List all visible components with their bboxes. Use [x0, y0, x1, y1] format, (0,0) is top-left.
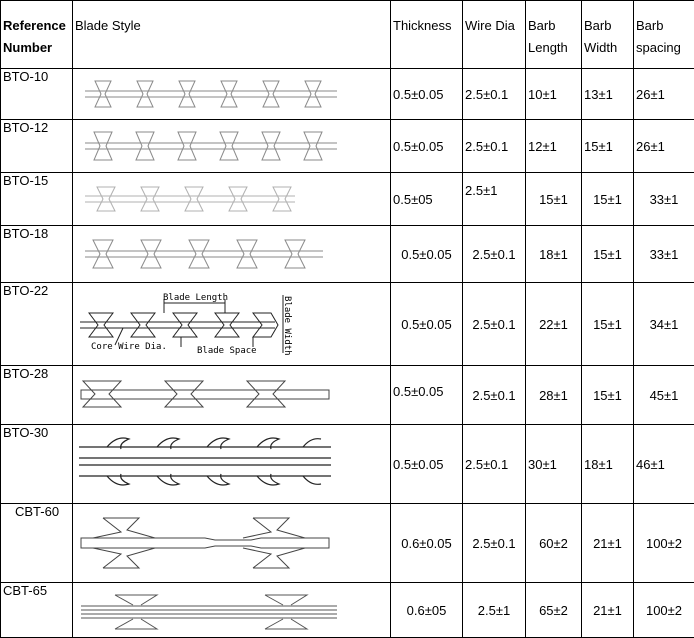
barb-width-value: 13±1	[582, 69, 634, 120]
reference-number: BTO-12	[1, 120, 73, 173]
barb-length-value: 12±1	[526, 120, 582, 173]
header-thickness: Thickness	[391, 1, 463, 69]
reference-number: BTO-28	[1, 366, 73, 425]
reference-number: BTO-30	[1, 425, 73, 504]
blade-style-cbt-60-drawing	[75, 504, 391, 582]
blade-style-cell	[73, 283, 391, 366]
table-row	[1, 226, 694, 283]
blade-style-bto-30-drawing	[75, 425, 391, 503]
barb-length-value: 28±1	[526, 366, 582, 425]
thickness-value: 0.5±05	[391, 173, 463, 226]
reference-number: BTO-15	[1, 173, 73, 226]
barb-spacing-value: 100±2	[634, 583, 694, 638]
header-wire-dia: Wire Dia	[463, 1, 526, 69]
barb-spacing-value: 45±1	[634, 366, 694, 425]
header-reference-number: Reference Number	[1, 1, 73, 69]
blade-style-cell	[73, 120, 391, 173]
barb-spacing-value: 26±1	[634, 69, 694, 120]
wire-dia-value: 2.5±0.1	[463, 120, 526, 173]
blade-style-bto-28-drawing	[75, 366, 391, 424]
blade-style-cell	[73, 583, 391, 638]
table-row	[1, 583, 694, 638]
blade-style-cbt-65-drawing	[75, 583, 391, 637]
barb-spacing-value: 34±1	[634, 283, 694, 366]
thickness-value: 0.5±0.05	[391, 366, 463, 425]
table-row	[1, 366, 694, 425]
blade-style-cell	[73, 504, 391, 583]
header-blade-style: Blade Style	[73, 1, 391, 69]
barb-width-value: 15±1	[582, 173, 634, 226]
blade-style-cell	[73, 425, 391, 504]
blade-style-cell	[73, 226, 391, 283]
barb-width-value: 15±1	[582, 226, 634, 283]
thickness-value: 0.6±0.05	[391, 504, 463, 583]
barb-width-value: 15±1	[582, 366, 634, 425]
thickness-value: 0.5±0.05	[391, 226, 463, 283]
barb-length-value: 10±1	[526, 69, 582, 120]
blade-style-bto-10-drawing	[75, 69, 391, 119]
thickness-value: 0.6±05	[391, 583, 463, 638]
header-barb-width: Barb Width	[582, 1, 634, 69]
blade-length-label: Blade Length	[163, 293, 228, 303]
barb-width-value: 21±1	[582, 504, 634, 583]
reference-number: BTO-22	[1, 283, 73, 366]
barb-length-value: 30±1	[526, 425, 582, 504]
wire-dia-value: 2.5±0.1	[463, 425, 526, 504]
wire-dia-value: 2.5±0.1	[463, 504, 526, 583]
core-wire-dia-label: Core Wire Dia.	[91, 342, 167, 352]
barb-spacing-value: 33±1	[634, 173, 694, 226]
blade-style-bto-22-drawing	[75, 283, 391, 365]
wire-dia-value: 2.5±0.1	[463, 283, 526, 366]
header-row	[1, 1, 694, 69]
header-barb-length: Barb Length	[526, 1, 582, 69]
thickness-value: 0.5±0.05	[391, 69, 463, 120]
barb-length-value: 65±2	[526, 583, 582, 638]
blade-style-bto-12-drawing	[75, 120, 391, 172]
barb-spacing-value: 100±2	[634, 504, 694, 583]
barb-spacing-value: 26±1	[634, 120, 694, 173]
barb-width-value: 18±1	[582, 425, 634, 504]
blade-style-bto-18-drawing	[75, 226, 391, 282]
barb-spacing-value: 46±1	[634, 425, 694, 504]
blade-width-label: Blade Width	[282, 296, 292, 356]
barb-width-value: 15±1	[582, 283, 634, 366]
table-row	[1, 504, 694, 583]
table-row	[1, 120, 694, 173]
barb-width-value: 15±1	[582, 120, 634, 173]
blade-style-cell	[73, 366, 391, 425]
header-barb-spacing: Barb spacing	[634, 1, 694, 69]
table-row	[1, 173, 694, 226]
wire-dia-value: 2.5±1	[463, 173, 526, 226]
thickness-value: 0.5±0.05	[391, 283, 463, 366]
table-row	[1, 283, 694, 366]
table-row	[1, 69, 694, 120]
blade-style-cell	[73, 173, 391, 226]
barb-length-value: 18±1	[526, 226, 582, 283]
blade-space-label: Blade Space	[197, 346, 257, 356]
barb-length-value: 15±1	[526, 173, 582, 226]
table-row	[1, 425, 694, 504]
reference-number: CBT-65	[1, 583, 73, 638]
barb-spacing-value: 33±1	[634, 226, 694, 283]
blade-style-cell	[73, 69, 391, 120]
barb-width-value: 21±1	[582, 583, 634, 638]
thickness-value: 0.5±0.05	[391, 425, 463, 504]
wire-dia-value: 2.5±0.1	[463, 226, 526, 283]
thickness-value: 0.5±0.05	[391, 120, 463, 173]
barb-length-value: 60±2	[526, 504, 582, 583]
wire-dia-value: 2.5±0.1	[463, 69, 526, 120]
wire-dia-value: 2.5±1	[463, 583, 526, 638]
barb-length-value: 22±1	[526, 283, 582, 366]
reference-number: BTO-10	[1, 69, 73, 120]
reference-number: CBT-60	[1, 504, 73, 583]
blade-style-bto-15-drawing	[75, 173, 391, 225]
reference-number: BTO-18	[1, 226, 73, 283]
wire-dia-value: 2.5±0.1	[463, 366, 526, 425]
